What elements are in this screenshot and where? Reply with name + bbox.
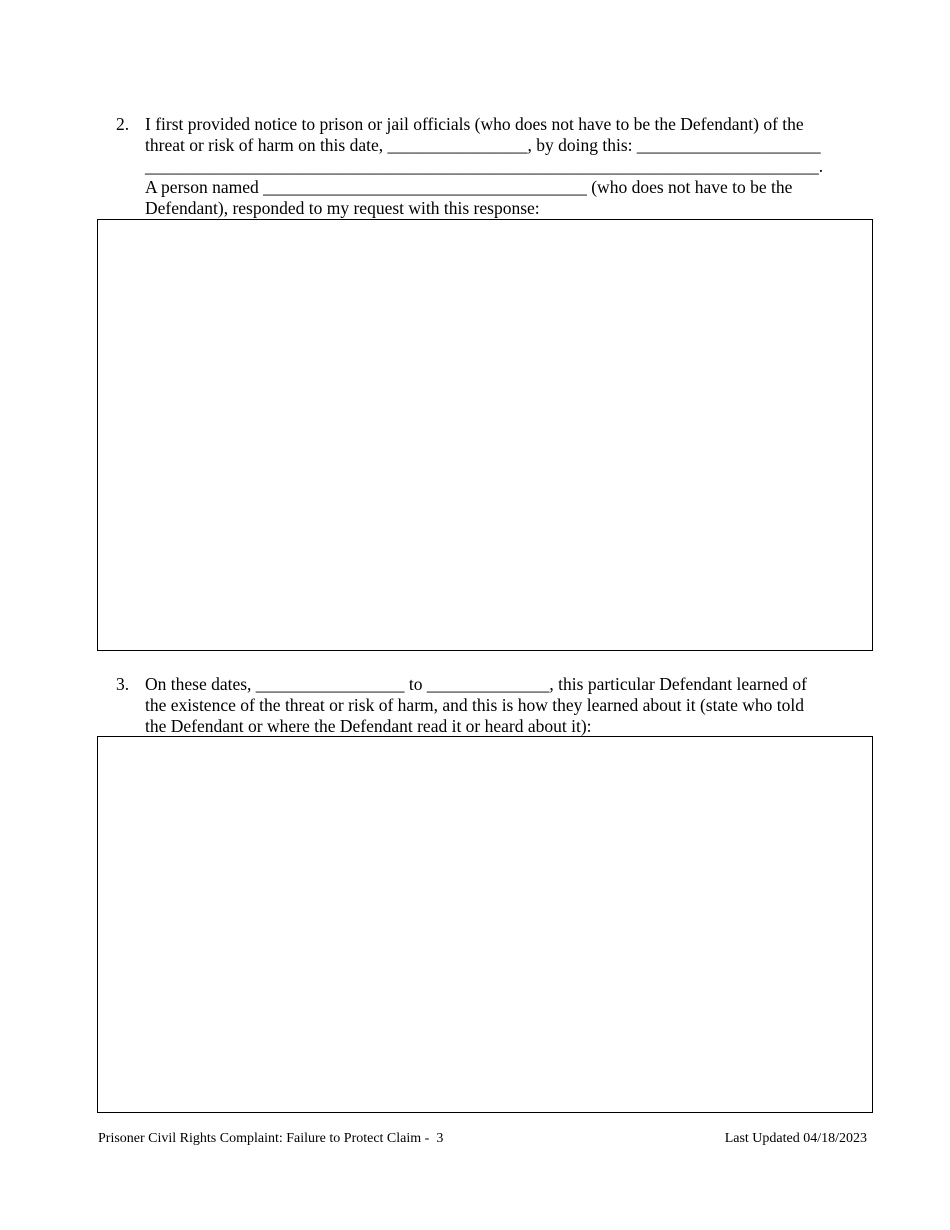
item-2-line-2: threat or risk of harm on this date, ________________, by doing this: _____________________ [145,135,821,155]
item-3-line-1: On these dates, _________________ to ______________, this particular Defendant learned of [145,674,807,694]
response-text-box[interactable] [97,219,873,651]
item-2-line-4: A person named _____________________________________ (who does not have to be the [145,177,793,197]
item-2-line-1: I first provided notice to prison or jail officials (who does not have to be the Defendant) of the [145,114,804,134]
footer-last-updated: Last Updated 04/18/2023 [724,1131,867,1146]
item-2-line-3: _____________________________________________________________________________. [145,156,824,176]
item-3-line-3: the Defendant or where the Defendant read it or heard about it): [145,716,592,736]
how-learned-text-box[interactable] [97,736,873,1113]
item-2-line-5: Defendant), responded to my request with this response: [145,198,540,218]
item-3-number: 3. [116,674,130,694]
item-3-line-2: the existence of the threat or risk of harm, and this is how they learned about it (state who told [145,695,804,715]
footer-title: Prisoner Civil Rights Complaint: Failure to Protect Claim - 3 [98,1131,444,1146]
item-2-number: 2. [116,114,130,134]
